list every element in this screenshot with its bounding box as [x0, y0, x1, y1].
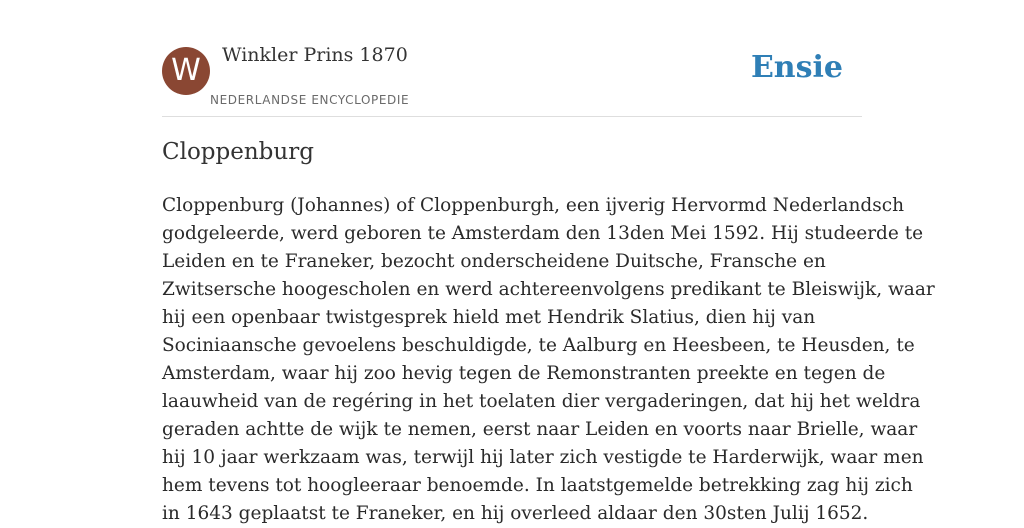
source-avatar[interactable]: W: [162, 47, 210, 95]
article-text-line: geraden achtte de wijk te nemen, eerst naar Leiden en voorts naar Brielle, waar: [162, 419, 918, 440]
article-text-line: godgeleerde, werd geboren te Amsterdam den 13den Mei 1592. Hij studeerde te: [162, 223, 924, 244]
article-title: Cloppenburg: [162, 139, 314, 165]
article-text-line: laauwheid van de regéring in het toelaten dier vergaderingen, dat hij het weldra: [162, 391, 921, 412]
source-subtitle: NEDERLANDSE ENCYCLOPEDIE: [210, 93, 410, 107]
ensie-logo[interactable]: Ensie: [750, 50, 843, 85]
article-text-line: hem tevens tot hoogleeraar benoemde. In laatstgemelde betrekking zag hij zich: [162, 475, 913, 496]
article-text-line: Sociniaansche gevoelens beschuldigde, te Aalburg en Heesbeen, te Heusden, te: [162, 335, 915, 356]
article-body: [162, 192, 935, 528]
source-header: [162, 0, 862, 117]
article-text-line: Zwitsersche hoogescholen en werd achtereenvolgens predikant te Bleiswijk, waar: [162, 279, 935, 300]
article-text-line: Amsterdam, waar hij zoo hevig tegen de Remonstranten preekte en tegen de: [162, 363, 886, 384]
article-text-line: hij een openbaar twistgesprek hield met Hendrik Slatius, dien hij van: [162, 307, 816, 328]
article-text-line: Cloppenburg (Johannes) of Cloppenburgh, een ijverig Hervormd Nederlandsch: [162, 195, 905, 216]
article-text-line: Leiden en te Franeker, bezocht onderscheidene Duitsche, Fransche en: [162, 251, 826, 272]
page-container: [162, 0, 935, 524]
source-title[interactable]: Winkler Prins 1870: [222, 44, 408, 66]
article-text-line: in 1643 geplaatst te Franeker, en hij overleed aldaar den 30sten Julij 1652.: [162, 503, 869, 524]
article-text-line: hij 10 jaar werkzaam was, terwijl hij later zich vestigde te Harderwijk, waar men: [162, 447, 924, 468]
